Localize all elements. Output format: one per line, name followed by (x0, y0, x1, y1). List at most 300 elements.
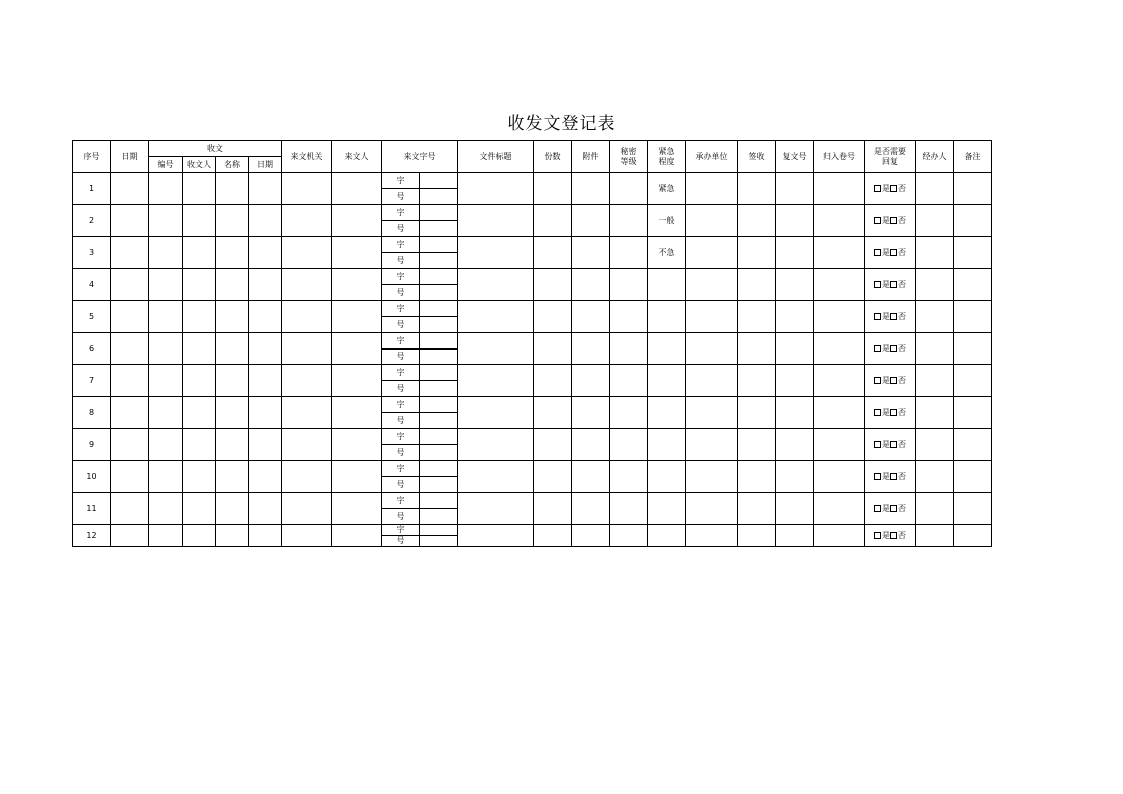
cell-handler-unit[interactable] (686, 269, 738, 301)
word-value-cell[interactable] (420, 397, 458, 413)
cell-secret-level[interactable] (610, 525, 648, 547)
cell-receive-date[interactable] (249, 269, 282, 301)
cell-receive-date[interactable] (249, 365, 282, 397)
cell-handler-unit[interactable] (686, 333, 738, 365)
checkbox-yes[interactable] (874, 345, 881, 352)
cell-sign[interactable] (738, 525, 776, 547)
cell-operator[interactable] (916, 429, 954, 461)
cell-name[interactable] (216, 493, 249, 525)
cell-receive-date[interactable] (249, 525, 282, 547)
cell-copies[interactable] (534, 333, 572, 365)
cell-secret-level[interactable] (610, 173, 648, 205)
cell-receiver[interactable] (183, 333, 216, 365)
cell-attachment[interactable] (572, 493, 610, 525)
cell-receive-date[interactable] (249, 301, 282, 333)
cell-name[interactable] (216, 461, 249, 493)
cell-reply-no[interactable] (776, 333, 814, 365)
cell-from-person[interactable] (332, 205, 382, 237)
reply-choice-cell (865, 397, 916, 429)
checkbox-no-label: 否 (898, 343, 906, 353)
cell-copies[interactable] (534, 397, 572, 429)
cell-copies[interactable] (534, 269, 572, 301)
word-value-cell[interactable] (420, 429, 458, 445)
row-urgency: 不急 (648, 237, 686, 269)
cell-sign[interactable] (738, 397, 776, 429)
cell-date[interactable] (111, 429, 149, 461)
cell-secret-level[interactable] (610, 461, 648, 493)
cell-from-person[interactable] (332, 429, 382, 461)
number-value-cell[interactable] (420, 536, 458, 547)
cell-reply-no[interactable] (776, 269, 814, 301)
cell-archive-no[interactable] (814, 205, 865, 237)
number-label: 号 (382, 285, 420, 301)
cell-name[interactable] (216, 269, 249, 301)
cell-sign[interactable] (738, 365, 776, 397)
reply-choice-cell (865, 333, 916, 365)
cell-reply-no[interactable] (776, 493, 814, 525)
cell-name[interactable] (216, 333, 249, 365)
cell-sign[interactable] (738, 461, 776, 493)
cell-from-person[interactable] (332, 461, 382, 493)
number-label: 号 (382, 536, 420, 547)
checkbox-yes[interactable] (874, 377, 881, 384)
cell-attachment[interactable] (572, 269, 610, 301)
word-value-cell[interactable] (420, 301, 458, 317)
number-value-cell[interactable] (420, 317, 458, 333)
row-urgency (648, 269, 686, 301)
word-label: 字 (382, 301, 420, 317)
checkbox-yes[interactable] (874, 409, 881, 416)
cell-reply-no[interactable] (776, 397, 814, 429)
header-urgency-text: 紧急程度 (658, 147, 675, 166)
header-archive-no: 归入卷号 (814, 141, 865, 173)
word-value-cell[interactable] (420, 493, 458, 509)
cell-receive-no[interactable] (149, 365, 183, 397)
cell-from-org[interactable] (282, 525, 332, 547)
cell-doc-title[interactable] (458, 333, 534, 365)
reply-choice-cell (865, 493, 916, 525)
cell-name[interactable] (216, 173, 249, 205)
checkbox-no[interactable] (890, 281, 897, 288)
cell-attachment[interactable] (572, 397, 610, 429)
checkbox-no[interactable] (890, 409, 897, 416)
cell-handler-unit[interactable] (686, 365, 738, 397)
cell-remark[interactable] (954, 525, 992, 547)
cell-operator[interactable] (916, 461, 954, 493)
cell-attachment[interactable] (572, 237, 610, 269)
word-label: 字 (382, 173, 420, 189)
word-value-cell[interactable] (420, 333, 458, 349)
register-table (72, 140, 992, 547)
cell-from-person[interactable] (332, 173, 382, 205)
table-body (73, 173, 992, 547)
cell-date[interactable] (111, 525, 149, 547)
cell-receive-date[interactable] (249, 173, 282, 205)
number-value-cell[interactable] (420, 285, 458, 301)
checkbox-yes-label: 是 (882, 439, 890, 449)
cell-remark[interactable] (954, 493, 992, 525)
cell-secret-level[interactable] (610, 365, 648, 397)
cell-sign[interactable] (738, 237, 776, 269)
cell-date[interactable] (111, 237, 149, 269)
cell-receive-date[interactable] (249, 397, 282, 429)
cell-receiver[interactable] (183, 429, 216, 461)
cell-archive-no[interactable] (814, 461, 865, 493)
cell-doc-title[interactable] (458, 173, 534, 205)
cell-sign[interactable] (738, 205, 776, 237)
cell-archive-no[interactable] (814, 397, 865, 429)
cell-date[interactable] (111, 365, 149, 397)
cell-doc-title[interactable] (458, 301, 534, 333)
row-seq: 9 (73, 429, 111, 461)
cell-from-person[interactable] (332, 333, 382, 365)
cell-receive-no[interactable] (149, 333, 183, 365)
header-need-reply-text: 是否需要回复 (874, 147, 906, 166)
header-remark: 备注 (954, 141, 992, 173)
cell-remark[interactable] (954, 397, 992, 429)
cell-receive-no[interactable] (149, 237, 183, 269)
cell-receive-date[interactable] (249, 461, 282, 493)
cell-receive-no[interactable] (149, 301, 183, 333)
word-value-cell[interactable] (420, 269, 458, 285)
number-value-cell[interactable] (420, 413, 458, 429)
cell-from-org[interactable] (282, 173, 332, 205)
cell-receiver[interactable] (183, 205, 216, 237)
number-value-cell[interactable] (420, 349, 458, 365)
reply-choice-cell (865, 173, 916, 205)
cell-receiver[interactable] (183, 397, 216, 429)
header-doc-word-no: 来文字号 (382, 141, 458, 173)
cell-handler-unit[interactable] (686, 237, 738, 269)
checkbox-no[interactable] (890, 441, 897, 448)
cell-archive-no[interactable] (814, 301, 865, 333)
cell-receive-date[interactable] (249, 493, 282, 525)
checkbox-yes-label: 是 (882, 247, 890, 257)
cell-archive-no[interactable] (814, 237, 865, 269)
cell-date[interactable] (111, 493, 149, 525)
cell-attachment[interactable] (572, 205, 610, 237)
cell-archive-no[interactable] (814, 493, 865, 525)
cell-from-person[interactable] (332, 237, 382, 269)
cell-copies[interactable] (534, 429, 572, 461)
cell-handler-unit[interactable] (686, 493, 738, 525)
cell-receiver[interactable] (183, 269, 216, 301)
cell-receiver[interactable] (183, 525, 216, 547)
word-value-cell[interactable] (420, 461, 458, 477)
cell-remark[interactable] (954, 461, 992, 493)
cell-copies[interactable] (534, 205, 572, 237)
cell-attachment[interactable] (572, 333, 610, 365)
cell-date[interactable] (111, 397, 149, 429)
cell-reply-no[interactable] (776, 429, 814, 461)
cell-name[interactable] (216, 429, 249, 461)
cell-date[interactable] (111, 173, 149, 205)
checkbox-no[interactable] (890, 185, 897, 192)
cell-receive-date[interactable] (249, 333, 282, 365)
table-row (73, 525, 992, 536)
cell-sign[interactable] (738, 493, 776, 525)
row-seq: 10 (73, 461, 111, 493)
cell-from-person[interactable] (332, 525, 382, 547)
header-reply-no: 复文号 (776, 141, 814, 173)
cell-remark[interactable] (954, 205, 992, 237)
checkbox-yes[interactable] (874, 441, 881, 448)
cell-sign[interactable] (738, 269, 776, 301)
cell-archive-no[interactable] (814, 429, 865, 461)
cell-from-org[interactable] (282, 237, 332, 269)
cell-secret-level[interactable] (610, 301, 648, 333)
cell-remark[interactable] (954, 333, 992, 365)
cell-date[interactable] (111, 461, 149, 493)
cell-from-org[interactable] (282, 301, 332, 333)
cell-from-org[interactable] (282, 269, 332, 301)
cell-operator[interactable] (916, 237, 954, 269)
cell-archive-no[interactable] (814, 269, 865, 301)
header-secret-level-text: 秘密等级 (620, 147, 637, 166)
cell-attachment[interactable] (572, 461, 610, 493)
row-urgency (648, 365, 686, 397)
cell-receive-date[interactable] (249, 205, 282, 237)
cell-sign[interactable] (738, 429, 776, 461)
cell-reply-no[interactable] (776, 173, 814, 205)
cell-archive-no[interactable] (814, 365, 865, 397)
cell-from-org[interactable] (282, 397, 332, 429)
number-value-cell[interactable] (420, 445, 458, 461)
row-urgency (648, 461, 686, 493)
number-value-cell[interactable] (420, 221, 458, 237)
cell-name[interactable] (216, 205, 249, 237)
cell-copies[interactable] (534, 461, 572, 493)
checkbox-no[interactable] (890, 345, 897, 352)
cell-operator[interactable] (916, 525, 954, 547)
cell-name[interactable] (216, 365, 249, 397)
cell-from-org[interactable] (282, 333, 332, 365)
number-value-cell[interactable] (420, 509, 458, 525)
cell-copies[interactable] (534, 173, 572, 205)
cell-copies[interactable] (534, 365, 572, 397)
header-receiver: 收文人 (183, 157, 216, 173)
cell-receiver[interactable] (183, 301, 216, 333)
cell-receiver[interactable] (183, 365, 216, 397)
cell-operator[interactable] (916, 269, 954, 301)
checkbox-no[interactable] (890, 313, 897, 320)
cell-from-person[interactable] (332, 269, 382, 301)
cell-operator[interactable] (916, 365, 954, 397)
cell-copies[interactable] (534, 301, 572, 333)
cell-secret-level[interactable] (610, 397, 648, 429)
cell-operator[interactable] (916, 173, 954, 205)
number-value-cell[interactable] (420, 381, 458, 397)
row-seq: 8 (73, 397, 111, 429)
reply-choice-cell (865, 269, 916, 301)
cell-operator[interactable] (916, 397, 954, 429)
cell-copies[interactable] (534, 237, 572, 269)
cell-from-person[interactable] (332, 365, 382, 397)
checkbox-no[interactable] (890, 532, 897, 539)
cell-receiver[interactable] (183, 173, 216, 205)
cell-from-org[interactable] (282, 365, 332, 397)
table-row (73, 397, 992, 413)
cell-handler-unit[interactable] (686, 173, 738, 205)
cell-from-person[interactable] (332, 397, 382, 429)
cell-reply-no[interactable] (776, 205, 814, 237)
cell-sign[interactable] (738, 333, 776, 365)
word-value-cell[interactable] (420, 237, 458, 253)
cell-name[interactable] (216, 397, 249, 429)
cell-date[interactable] (111, 301, 149, 333)
checkbox-yes[interactable] (874, 281, 881, 288)
cell-from-org[interactable] (282, 461, 332, 493)
checkbox-no[interactable] (890, 473, 897, 480)
cell-from-person[interactable] (332, 493, 382, 525)
cell-operator[interactable] (916, 301, 954, 333)
cell-receive-no[interactable] (149, 173, 183, 205)
word-label: 字 (382, 461, 420, 477)
cell-secret-level[interactable] (610, 237, 648, 269)
cell-doc-title[interactable] (458, 205, 534, 237)
cell-handler-unit[interactable] (686, 461, 738, 493)
cell-reply-no[interactable] (776, 301, 814, 333)
cell-remark[interactable] (954, 301, 992, 333)
cell-receiver[interactable] (183, 237, 216, 269)
cell-receive-no[interactable] (149, 493, 183, 525)
cell-from-org[interactable] (282, 205, 332, 237)
cell-receive-date[interactable] (249, 237, 282, 269)
word-value-cell[interactable] (420, 173, 458, 189)
cell-doc-title[interactable] (458, 365, 534, 397)
checkbox-yes[interactable] (874, 505, 881, 512)
checkbox-yes-label: 是 (882, 183, 890, 193)
cell-handler-unit[interactable] (686, 429, 738, 461)
cell-doc-title[interactable] (458, 237, 534, 269)
cell-copies[interactable] (534, 525, 572, 547)
cell-reply-no[interactable] (776, 525, 814, 547)
checkbox-yes[interactable] (874, 473, 881, 480)
number-value-cell[interactable] (420, 189, 458, 205)
cell-receive-no[interactable] (149, 205, 183, 237)
cell-doc-title[interactable] (458, 429, 534, 461)
row-seq: 3 (73, 237, 111, 269)
cell-remark[interactable] (954, 365, 992, 397)
checkbox-no-label: 否 (898, 530, 906, 540)
cell-secret-level[interactable] (610, 493, 648, 525)
cell-remark[interactable] (954, 173, 992, 205)
cell-from-person[interactable] (332, 301, 382, 333)
cell-date[interactable] (111, 269, 149, 301)
word-value-cell[interactable] (420, 365, 458, 381)
cell-receiver[interactable] (183, 461, 216, 493)
cell-copies[interactable] (534, 493, 572, 525)
checkbox-no[interactable] (890, 377, 897, 384)
checkbox-no-label: 否 (898, 247, 906, 257)
cell-date[interactable] (111, 333, 149, 365)
cell-attachment[interactable] (572, 365, 610, 397)
cell-attachment[interactable] (572, 525, 610, 547)
cell-attachment[interactable] (572, 429, 610, 461)
cell-operator[interactable] (916, 205, 954, 237)
cell-archive-no[interactable] (814, 173, 865, 205)
checkbox-yes[interactable] (874, 532, 881, 539)
checkbox-yes[interactable] (874, 313, 881, 320)
cell-name[interactable] (216, 237, 249, 269)
cell-attachment[interactable] (572, 301, 610, 333)
header-urgency (648, 141, 686, 173)
cell-handler-unit[interactable] (686, 301, 738, 333)
cell-receive-no[interactable] (149, 269, 183, 301)
cell-remark[interactable] (954, 269, 992, 301)
cell-sign[interactable] (738, 301, 776, 333)
number-label: 号 (382, 253, 420, 269)
cell-handler-unit[interactable] (686, 525, 738, 547)
reply-choice-cell (865, 525, 916, 547)
cell-archive-no[interactable] (814, 333, 865, 365)
cell-from-org[interactable] (282, 493, 332, 525)
cell-archive-no[interactable] (814, 525, 865, 547)
checkbox-no-label: 否 (898, 471, 906, 481)
row-urgency (648, 525, 686, 547)
cell-doc-title[interactable] (458, 525, 534, 547)
cell-secret-level[interactable] (610, 269, 648, 301)
cell-reply-no[interactable] (776, 365, 814, 397)
number-value-cell[interactable] (420, 253, 458, 269)
cell-operator[interactable] (916, 333, 954, 365)
cell-remark[interactable] (954, 429, 992, 461)
cell-receive-no[interactable] (149, 461, 183, 493)
cell-handler-unit[interactable] (686, 397, 738, 429)
word-value-cell[interactable] (420, 205, 458, 221)
cell-secret-level[interactable] (610, 429, 648, 461)
cell-operator[interactable] (916, 493, 954, 525)
table-row (73, 365, 992, 381)
header-doc-title: 文件标题 (458, 141, 534, 173)
cell-reply-no[interactable] (776, 237, 814, 269)
word-label: 字 (382, 269, 420, 285)
cell-sign[interactable] (738, 173, 776, 205)
number-label: 号 (382, 317, 420, 333)
cell-reply-no[interactable] (776, 461, 814, 493)
number-value-cell[interactable] (420, 477, 458, 493)
cell-doc-title[interactable] (458, 493, 534, 525)
cell-doc-title[interactable] (458, 461, 534, 493)
cell-receive-no[interactable] (149, 397, 183, 429)
row-seq: 7 (73, 365, 111, 397)
cell-name[interactable] (216, 525, 249, 547)
cell-date[interactable] (111, 205, 149, 237)
word-value-cell[interactable] (420, 525, 458, 536)
cell-from-org[interactable] (282, 429, 332, 461)
checkbox-yes[interactable] (874, 185, 881, 192)
checkbox-no[interactable] (890, 217, 897, 224)
checkbox-no[interactable] (890, 249, 897, 256)
checkbox-no-label: 否 (898, 503, 906, 513)
cell-doc-title[interactable] (458, 397, 534, 429)
cell-receive-no[interactable] (149, 525, 183, 547)
cell-receive-no[interactable] (149, 429, 183, 461)
cell-name[interactable] (216, 301, 249, 333)
checkbox-no[interactable] (890, 505, 897, 512)
cell-handler-unit[interactable] (686, 205, 738, 237)
cell-receive-date[interactable] (249, 429, 282, 461)
cell-attachment[interactable] (572, 173, 610, 205)
cell-secret-level[interactable] (610, 205, 648, 237)
checkbox-yes[interactable] (874, 217, 881, 224)
reply-choice-cell (865, 461, 916, 493)
cell-doc-title[interactable] (458, 269, 534, 301)
checkbox-yes[interactable] (874, 249, 881, 256)
cell-receiver[interactable] (183, 493, 216, 525)
cell-remark[interactable] (954, 237, 992, 269)
cell-secret-level[interactable] (610, 333, 648, 365)
